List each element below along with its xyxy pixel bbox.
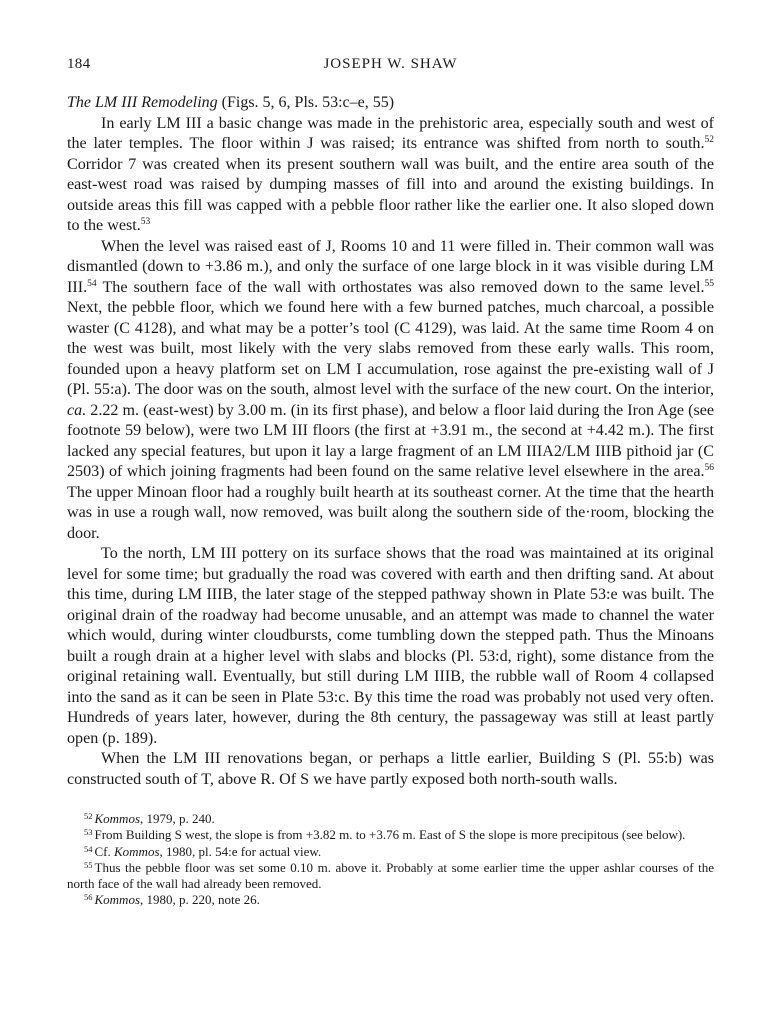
footnote-55 xyxy=(67,860,714,893)
footnote-text: , 1979, p. 240. xyxy=(140,811,215,826)
footnote-ref-52[interactable]: 52 xyxy=(704,135,714,145)
paragraph-2 xyxy=(67,237,714,545)
paragraph-3: To the north, LM III pottery on its surface shows that the road was maintained at its original level for some time; but gradually the road was covered with earth and then drifting sand. At about this time, during LM IIIB, the later stage of the stepped pathway shown in Plate 53:e was built. The original drain of the roadway had become unusable, and an attempt was made to channel the water which would, during winter cloudbursts, come tumbling down the stepped path. Thus the Minoans built a rough drain at a higher level with slabs and blocks (Pl. 53:d, right), some distance from the original retaining wall. Eventually, but still during LM IIIB, the rubble wall of Room 4 collapsed into the sand as it can be seen in Plate 53:c. By this time the road was probably not used very often. Hundreds of years later, however, during the 8th century, the passageway was still at least partly open (p. 189). xyxy=(67,545,714,747)
running-head xyxy=(67,56,714,76)
footnote-ref-54[interactable]: 54 xyxy=(87,278,97,289)
footnote-text: , 1980, p. 220, note 26. xyxy=(140,892,260,908)
section-heading-title: The LM III Remodeling xyxy=(67,94,218,111)
footnote-number: 53 xyxy=(84,827,93,838)
footnote-56 xyxy=(67,892,714,908)
footnote-number: 55 xyxy=(84,859,93,870)
footnote-number: 52 xyxy=(84,811,93,821)
footnote-number: 54 xyxy=(84,843,93,854)
paragraph-text: In early LM III a basic change was made in the prehistoric area, especially south and west of the later temples. The floor within J was raised; its entrance was shifted from north to south. xyxy=(67,114,714,152)
footnote-ref-56[interactable]: 56 xyxy=(704,463,714,473)
paragraph-1 xyxy=(67,114,714,237)
paragraph-text: When the level was raised east of J, Rooms 10 and 11 were filled in. Their common wall was dismantled (down to +3.86 m.), and only the surface of one large block in it was visible during LM III. xyxy=(67,237,714,296)
footnote-prefix: Cf. xyxy=(94,843,114,859)
footnote-ref-55[interactable]: 55 xyxy=(704,278,714,289)
running-head-author: JOSEPH W. SHAW xyxy=(323,56,458,72)
footnote-italic: Kommos xyxy=(94,811,141,826)
paragraph-text: Next, the pebble floor, which we found here with a few burned patches, much charcoal, a possible waster (C 4128), and what may be a potter’s tool (C 4129), was laid. At the same time Room 4 on the west was built, most likely with the very slabs removed from these early walls. This room, founded upon a heavy platform set on LM I accumulation, rose against the pre-existing wall of J (Pl. 55:a). The door was on the south, almost level with the surface of the new court. On the interior, xyxy=(67,299,714,398)
section-heading xyxy=(67,93,714,114)
footnote-italic: Kommos xyxy=(94,892,141,908)
paragraph-text: The southern face of the wall with orthostates was also removed down to the same level. xyxy=(96,278,705,296)
footnote-52 xyxy=(67,811,714,827)
paragraph-text: 2.22 m. (east-west) by 3.00 m. (in its first phase), and below a floor laid during the Iron Age (see footnote 59 below), were two LM III floors (the first at +3.91 m., the second at +4.42 m.). The first lacked any special features, but upon it lay a large fragment of an LM IIIA2/LM IIIB pithoid jar (C 2503) of which joining fragments had been found on the same relative level elsewhere in the area. xyxy=(67,401,714,480)
page xyxy=(67,56,714,909)
footnotes xyxy=(67,811,714,909)
paragraph-text: Corridor 7 was created when its present southern wall was built, and the entire area south of the east-west road was raised by dumping masses of fill into and around the existing buildings. In outside areas this fill was capped with a pebble floor rather like the earlier one. It also sloped down to the west. xyxy=(67,155,714,234)
footnote-54 xyxy=(67,844,714,860)
footnote-italic: Kommos xyxy=(114,843,160,859)
page-number: 184 xyxy=(67,56,91,72)
footnote-ref-53[interactable]: 53 xyxy=(140,217,151,227)
paragraph-text: The upper Minoan floor had a roughly built hearth at its southeast corner. At the time that the hearth was in use a rough wall, now removed, was built along the southern side of the·room, blocking the door. xyxy=(67,483,714,542)
footnote-number: 56 xyxy=(84,892,93,903)
footnote-53 xyxy=(67,827,714,843)
paragraph-4: When the LM III renovations began, or perhaps a little earlier, Building S (Pl. 55:b) was constructed south of T, above R. Of S we have partly exposed both north-south walls. xyxy=(67,750,714,788)
italic-circa: ca. xyxy=(67,401,87,419)
body-text xyxy=(67,114,714,791)
footnote-text: , 1980, pl. 54:e for actual view. xyxy=(159,843,322,859)
footnote-text: From Building S west, the slope is from +3.82 m. to +3.76 m. East of S the slope is more precipitous (see below). xyxy=(94,827,686,843)
section-heading-figure-refs: (Figs. 5, 6, Pls. 53:c–e, 55) xyxy=(217,94,395,111)
footnote-text: Thus the pebble floor was set some 0.10 m. above it. Probably at some earlier time the upper ashlar courses of the north face of the wall had already been removed. xyxy=(67,859,714,892)
